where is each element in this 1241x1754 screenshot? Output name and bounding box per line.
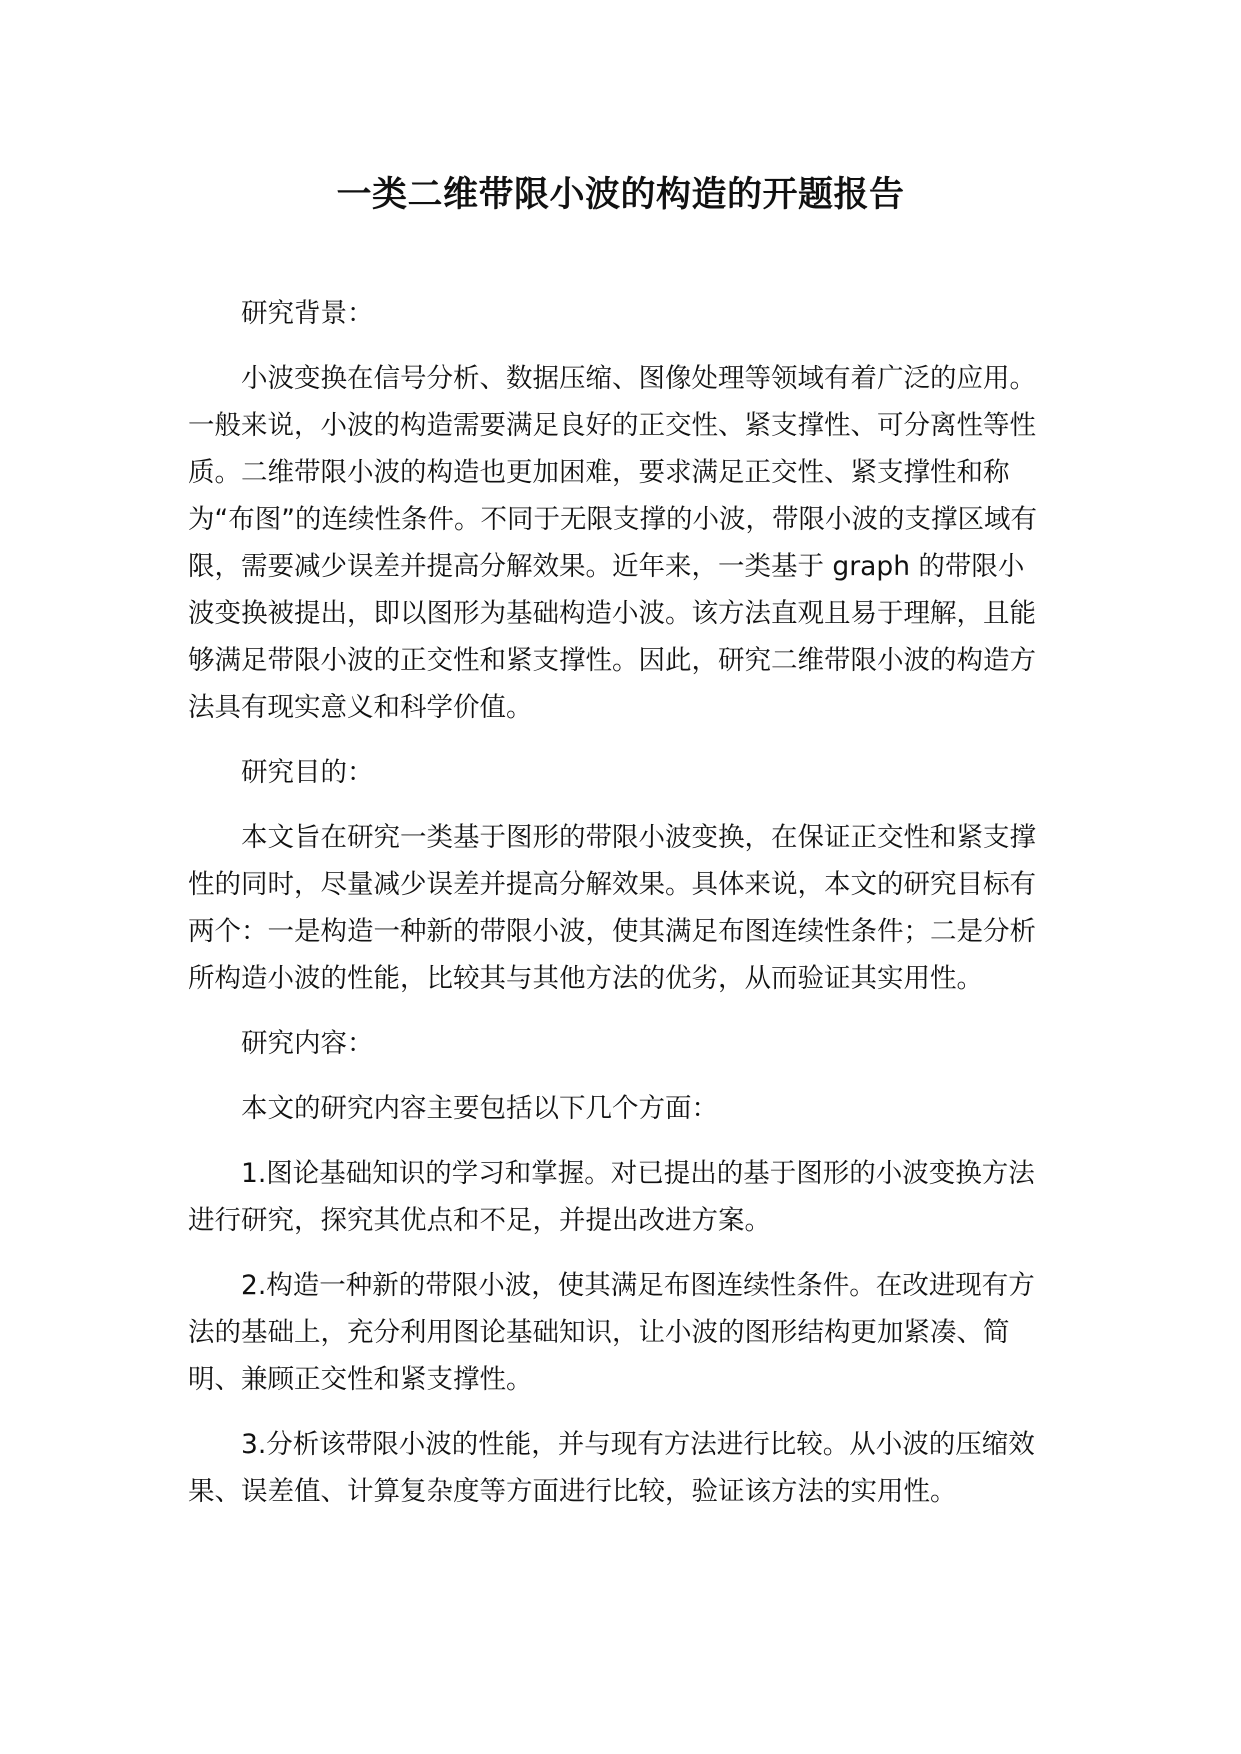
document-body bbox=[188, 290, 1040, 1533]
list-item-3: 3.分析该带限小波的性能，并与现有方法进行比较。从小波的压缩效果、误差值、计算复杂度等方面进行比较，验证该方法的实用性。 bbox=[188, 1429, 1035, 1507]
paragraph-purpose: 本文旨在研究一类基于图形的带限小波变换，在保证正交性和紧支撑性的同时，尽量减少误差并提高分解效果。具体来说，本文的研究目标有两个：一是构造一种新的带限小波，使其满足布图连续性条件；二是分析所构造小波的性能，比较其与其他方法的优劣，从而验证其实用性。 bbox=[188, 822, 1036, 994]
paragraph-background: 小波变换在信号分析、数据压缩、图像处理等领域有着广泛的应用。一般来说，小波的构造需要满足良好的正交性、紧支撑性、可分离性等性质。二维带限小波的构造也更加困难，要求满足正交性、紧支撑性和称为“布图”的连续性条件。不同于无限支撑的小波，带限小波的支撑区域有限，需要减少误差并提高分解效果。近年来，一类基于 graph 的带限小波变换被提出，即以图形为基础构造小波。该方法直观且易于理解，且能够满足带限小波的正交性和紧支撑性。因此，研究二维带限小波的构造方法具有现实意义和科学价值。 bbox=[188, 363, 1037, 723]
paragraph-content-intro: 本文的研究内容主要包括以下几个方面： bbox=[241, 1093, 718, 1124]
section-heading-purpose: 研究目的： bbox=[241, 757, 374, 788]
section-heading-content: 研究内容： bbox=[241, 1028, 374, 1059]
section-heading-background: 研究背景： bbox=[241, 298, 374, 329]
list-item-2: 2.构造一种新的带限小波，使其满足布图连续性条件。在改进现有方法的基础上，充分利用图论基础知识，让小波的图形结构更加紧凑、简明、兼顾正交性和紧支撑性。 bbox=[188, 1270, 1035, 1395]
list-item-1: 1.图论基础知识的学习和掌握。对已提出的基于图形的小波变换方法进行研究，探究其优点和不足，并提出改进方案。 bbox=[188, 1158, 1035, 1236]
document-title: 一类二维带限小波的构造的开题报告 bbox=[336, 175, 905, 215]
